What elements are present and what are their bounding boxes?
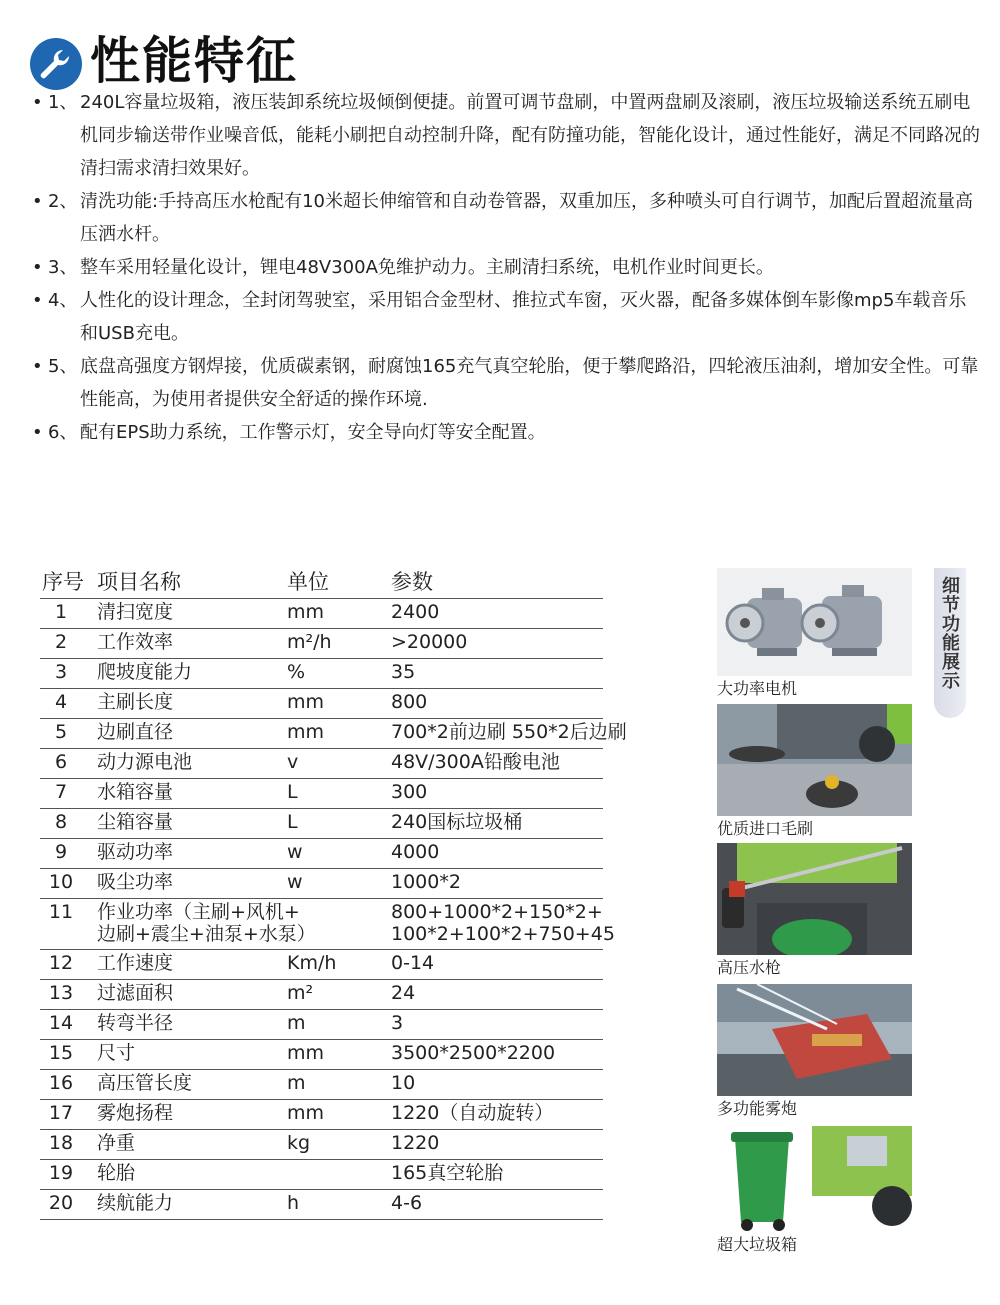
caption-brush: 优质进口毛刷 bbox=[717, 819, 814, 838]
table-row bbox=[40, 719, 627, 749]
row-param: 1220 bbox=[391, 1132, 440, 1154]
row-name: 作业功率（主刷+风机+ bbox=[97, 901, 300, 923]
row-name: 爬坡度能力 bbox=[97, 661, 193, 683]
bullet-icon: • bbox=[32, 92, 43, 113]
row-unit: mm bbox=[287, 691, 325, 713]
row-number: 9 bbox=[54, 841, 68, 863]
feature-number: 6、 bbox=[48, 422, 78, 443]
row-unit: v bbox=[287, 751, 299, 773]
row-name: 驱动功率 bbox=[97, 841, 174, 863]
table-row bbox=[40, 749, 603, 779]
row-unit: h bbox=[287, 1192, 300, 1214]
row-unit: m²/h bbox=[287, 631, 332, 653]
row-unit: mm bbox=[287, 1042, 325, 1064]
row-number: 18 bbox=[48, 1132, 74, 1154]
table-header bbox=[40, 562, 603, 599]
row-param: 4-6 bbox=[391, 1192, 423, 1214]
row-name: 雾炮扬程 bbox=[97, 1102, 174, 1124]
row-name: 尺寸 bbox=[97, 1042, 136, 1064]
row-number: 17 bbox=[48, 1102, 74, 1124]
feature-text: 配有EPS助力系统，工作警示灯，安全导向灯等安全配置。 bbox=[80, 422, 546, 443]
row-param: 240国标垃圾桶 bbox=[391, 811, 523, 833]
row-name: 尘箱容量 bbox=[97, 811, 174, 833]
spray-gun-photo bbox=[717, 843, 912, 955]
row-number: 20 bbox=[48, 1192, 74, 1214]
row-param: 48V/300A铅酸电池 bbox=[391, 751, 560, 773]
gallery-item-spray-gun bbox=[717, 843, 912, 978]
row-param: 3500*2500*2200 bbox=[391, 1042, 556, 1064]
row-name: 轮胎 bbox=[97, 1162, 136, 1184]
feature-list bbox=[30, 86, 980, 449]
row-number: 10 bbox=[48, 871, 74, 893]
table-row bbox=[40, 689, 603, 719]
row-unit: L bbox=[287, 811, 298, 833]
table-body bbox=[40, 599, 627, 1220]
row-unit: w bbox=[287, 841, 303, 863]
row-name: 清扫宽度 bbox=[97, 601, 174, 623]
table-row bbox=[40, 1160, 603, 1190]
caption-bin: 超大垃圾箱 bbox=[717, 1235, 798, 1254]
row-unit: % bbox=[287, 661, 306, 683]
row-param: 800 bbox=[391, 691, 428, 713]
row-param: 3 bbox=[391, 1012, 404, 1034]
row-unit: m bbox=[287, 1012, 306, 1034]
row-number: 16 bbox=[48, 1072, 74, 1094]
row-param: 1220（自动旋转） bbox=[391, 1102, 554, 1124]
feature-text: 240L容量垃圾箱，液压装卸系统垃圾倾倒便捷。前置可调节盘刷，中置两盘刷及滚刷，液压垃圾输送系统五刷电机同步输送带作业噪音低，能耗小刷把自动控制升降，配有防撞功能，智能化设计，通过性能好，满足不同路况的清扫需求清扫效果好。 bbox=[80, 92, 980, 179]
row-param: 35 bbox=[391, 661, 416, 683]
table-row bbox=[40, 599, 603, 629]
table-row bbox=[40, 899, 615, 950]
row-param: 0-14 bbox=[391, 952, 435, 974]
header-no: 序号 bbox=[42, 570, 84, 594]
spec-table bbox=[40, 562, 627, 1220]
table-row bbox=[40, 950, 603, 980]
feature-item bbox=[30, 251, 980, 284]
row-number: 15 bbox=[48, 1042, 74, 1064]
table-row bbox=[40, 1070, 603, 1100]
row-unit: m² bbox=[287, 982, 314, 1004]
wrench-icon bbox=[30, 38, 82, 90]
row-name: 净重 bbox=[97, 1132, 136, 1154]
table-row bbox=[40, 839, 603, 869]
feature-item bbox=[30, 185, 980, 251]
row-param: 165真空轮胎 bbox=[391, 1162, 504, 1184]
caption-spray-gun: 高压水枪 bbox=[717, 958, 782, 977]
fog-cannon-photo bbox=[717, 984, 912, 1096]
row-number: 3 bbox=[54, 661, 68, 683]
row-name: 过滤面积 bbox=[97, 982, 174, 1004]
row-name: 主刷长度 bbox=[97, 691, 174, 713]
row-name: 续航能力 bbox=[97, 1192, 174, 1214]
row-number: 14 bbox=[48, 1012, 74, 1034]
row-param: 800+1000*2+150*2+ bbox=[391, 901, 603, 923]
bullet-icon: • bbox=[32, 422, 43, 443]
row-param: 1000*2 bbox=[391, 871, 461, 893]
bullet-icon: • bbox=[32, 191, 43, 212]
table-row bbox=[40, 1010, 603, 1040]
row-unit: mm bbox=[287, 1102, 325, 1124]
row-name: 工作效率 bbox=[97, 631, 174, 653]
row-number: 6 bbox=[54, 751, 68, 773]
row-unit: kg bbox=[287, 1132, 311, 1154]
bullet-icon: • bbox=[32, 356, 43, 377]
row-number: 5 bbox=[54, 721, 68, 743]
row-number: 4 bbox=[54, 691, 68, 713]
gallery-item-bin bbox=[717, 1126, 912, 1255]
feature-item bbox=[30, 284, 980, 350]
row-param: 24 bbox=[391, 982, 416, 1004]
feature-text: 清洗功能:手持高压水枪配有10米超长伸缩管和自动卷管器，双重加压，多种喷头可自行调节，加配后置超流量高压洒水杆。 bbox=[80, 191, 973, 245]
row-number: 12 bbox=[48, 952, 74, 974]
row-unit: mm bbox=[287, 601, 325, 623]
row-unit: L bbox=[287, 781, 298, 803]
feature-item bbox=[30, 416, 980, 449]
gallery-item-brush bbox=[717, 704, 912, 839]
row-unit: m bbox=[287, 1072, 306, 1094]
feature-text: 人性化的设计理念，全封闭驾驶室，采用铝合金型材、推拉式车窗，灭火器，配备多媒体倒车影像mp5车载音乐和USB充电。 bbox=[80, 290, 967, 344]
row-name-line2: 边刷+震尘+油泵+水泵） bbox=[97, 923, 316, 945]
row-name: 转弯半径 bbox=[97, 1012, 174, 1034]
row-name: 动力源电池 bbox=[97, 751, 193, 773]
row-number: 1 bbox=[54, 601, 68, 623]
feature-number: 3、 bbox=[48, 257, 78, 278]
caption-motor: 大功率电机 bbox=[717, 679, 798, 698]
row-param: 700*2前边刷 550*2后边刷 bbox=[391, 721, 627, 743]
header-param: 参数 bbox=[391, 570, 433, 594]
row-param: 2400 bbox=[391, 601, 440, 623]
gallery-item-motor bbox=[717, 568, 912, 699]
table-row bbox=[40, 1100, 603, 1130]
table-row bbox=[40, 1130, 603, 1160]
row-name: 边刷直径 bbox=[97, 721, 174, 743]
bullet-icon: • bbox=[32, 257, 43, 278]
row-unit: mm bbox=[287, 721, 325, 743]
table-row bbox=[40, 869, 603, 899]
caption-fog-cannon: 多功能雾炮 bbox=[717, 1099, 798, 1118]
detail-side-tab bbox=[934, 568, 966, 718]
row-number: 8 bbox=[54, 811, 68, 833]
header-name: 项目名称 bbox=[97, 570, 181, 594]
bullet-icon: • bbox=[32, 290, 43, 311]
bin-photo bbox=[717, 1126, 912, 1232]
row-name: 吸尘功率 bbox=[97, 871, 174, 893]
table-row bbox=[40, 1040, 603, 1070]
brush-photo bbox=[717, 704, 912, 816]
header-unit: 单位 bbox=[287, 570, 329, 594]
row-name: 高压管长度 bbox=[97, 1072, 193, 1094]
row-param: >20000 bbox=[391, 631, 468, 653]
table-row bbox=[40, 629, 603, 659]
row-param: 10 bbox=[391, 1072, 416, 1094]
feature-text: 整车采用轻量化设计，锂电48V300A免维护动力。主刷清扫系统，电机作业时间更长。 bbox=[80, 257, 774, 278]
row-name: 水箱容量 bbox=[97, 781, 174, 803]
page-title: 性能特征 bbox=[90, 32, 298, 90]
feature-item bbox=[30, 350, 980, 416]
feature-number: 2、 bbox=[48, 191, 78, 212]
row-number: 19 bbox=[48, 1162, 74, 1184]
motor-photo bbox=[717, 568, 912, 676]
feature-item bbox=[30, 86, 980, 185]
feature-number: 5、 bbox=[48, 356, 78, 377]
table-row bbox=[40, 1190, 603, 1220]
row-unit: Km/h bbox=[287, 952, 337, 974]
row-number: 13 bbox=[48, 982, 74, 1004]
table-row bbox=[40, 980, 603, 1010]
table-row bbox=[40, 659, 603, 689]
feature-number: 4、 bbox=[48, 290, 78, 311]
row-param-line2: 100*2+100*2+750+45 bbox=[391, 923, 615, 945]
row-number: 7 bbox=[54, 781, 68, 803]
row-number: 11 bbox=[48, 901, 74, 923]
row-param: 4000 bbox=[391, 841, 440, 863]
table-row bbox=[40, 779, 603, 809]
row-name: 工作速度 bbox=[97, 952, 174, 974]
feature-number: 1、 bbox=[48, 92, 78, 113]
row-number: 2 bbox=[54, 631, 68, 653]
feature-text: 底盘高强度方钢焊接，优质碳素钢，耐腐蚀165充气真空轮胎，便于攀爬路沿，四轮液压油刹，增加安全性。可靠性能高，为使用者提供安全舒适的操作环境. bbox=[80, 356, 979, 410]
row-param: 300 bbox=[391, 781, 428, 803]
table-row bbox=[40, 809, 603, 839]
row-unit: w bbox=[287, 871, 303, 893]
side-tab-label: 细节功能展示 bbox=[939, 576, 960, 690]
gallery-item-fog-cannon bbox=[717, 984, 912, 1119]
